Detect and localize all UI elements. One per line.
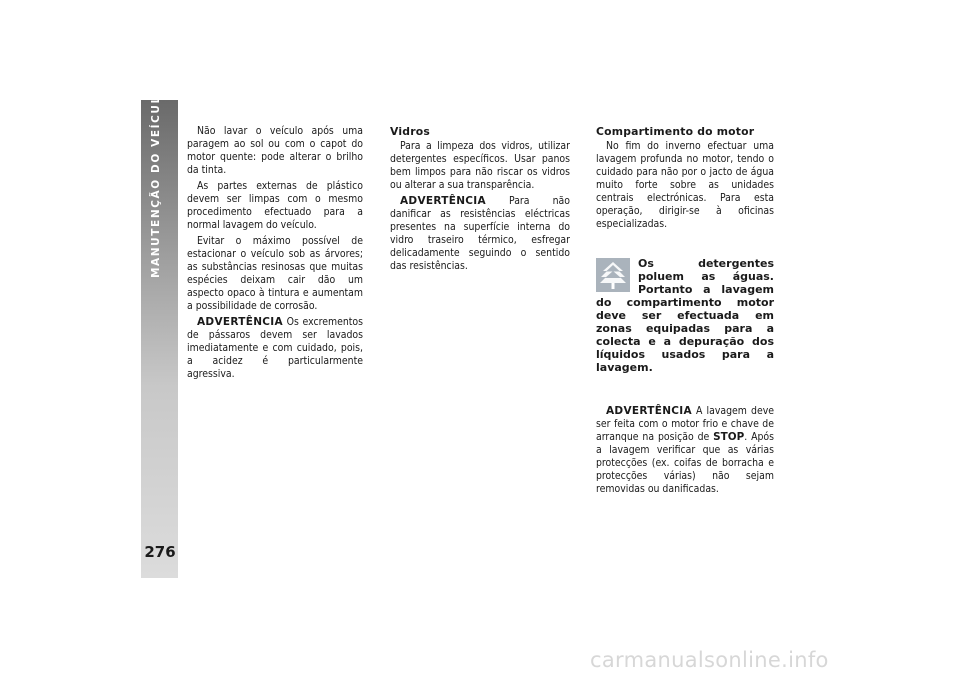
- warning-label: ADVERTÊNCIA: [197, 316, 283, 328]
- environment-note: [596, 257, 774, 374]
- paragraph: No fim do inverno efectuar uma lavagem profunda no motor, tendo o cuidado para não por o jacto de água muito forte sobre as unidades centrais electrónicas. Para esta operação, dirigir-se à oficinas especializadas.: [596, 140, 774, 230]
- tree-icon: [596, 258, 630, 292]
- warning-text: Os excrementos de pássaros devem ser lavados imediatamente e com cuidado, pois, a acidez é particularmente agressiva.: [187, 316, 363, 380]
- warning-text: Para não danificar as resistências eléctricas presentes na superfície interna do vidro traseiro térmico, esfregar delicadamente seguindo o sentido das resistências.: [390, 195, 570, 272]
- stop-key-position: STOP: [713, 431, 745, 443]
- warning-text-continued: . Após a lavagem verificar que as várias protecções (ex. coifas de borracha e protecções várias) não sejam removidas ou danificadas.: [596, 431, 774, 495]
- paragraph: Para a limpeza dos vidros, utilizar detergentes específicos. Usar panos bem limpos para não riscar os vidros ou alterar a sua transparência.: [390, 140, 570, 191]
- watermark: carmanualsonline.info: [590, 648, 829, 672]
- section-heading: Vidros: [390, 125, 430, 138]
- paragraph: As partes externas de plástico devem ser limpas com o mesmo procedimento efectuado para a normal lavagem do veículo.: [187, 180, 363, 231]
- column-1: [187, 125, 363, 384]
- warning-paragraph: [187, 316, 363, 381]
- warning-label: ADVERTÊNCIA: [400, 195, 486, 207]
- warning-label: ADVERTÊNCIA: [606, 405, 692, 417]
- column-2: [390, 125, 570, 276]
- paragraph: Evitar o máximo possível de estacionar o veículo sob as árvores; as substâncias resinosas que muitas espécies deixam cair dão um aspecto opaco à tintura e aumentam a possibilidade de corrosão.: [187, 235, 363, 312]
- environment-text: Os detergentes poluem as águas. Portanto a lavagem do compartimento motor deve ser efectuada em zonas equipadas para a colecta e a depuração dos líquidos usados para a lavagem.: [596, 257, 774, 374]
- section-title: MANUTENÇÃO DO VEÍCULO: [150, 84, 162, 278]
- warning-paragraph: [390, 195, 570, 273]
- paragraph: Não lavar o veículo após uma paragem ao sol ou com o capot do motor quente: pode alterar o brilho da tinta.: [187, 125, 363, 176]
- warning-block: [596, 405, 774, 496]
- page-number: 276: [144, 543, 176, 561]
- warning-paragraph: [596, 405, 774, 496]
- section-heading: Compartimento do motor: [596, 125, 755, 138]
- column-3: [596, 125, 774, 499]
- warning-text: A lavagem deve ser feita com o motor frio e chave de arranque na posição de: [596, 405, 774, 443]
